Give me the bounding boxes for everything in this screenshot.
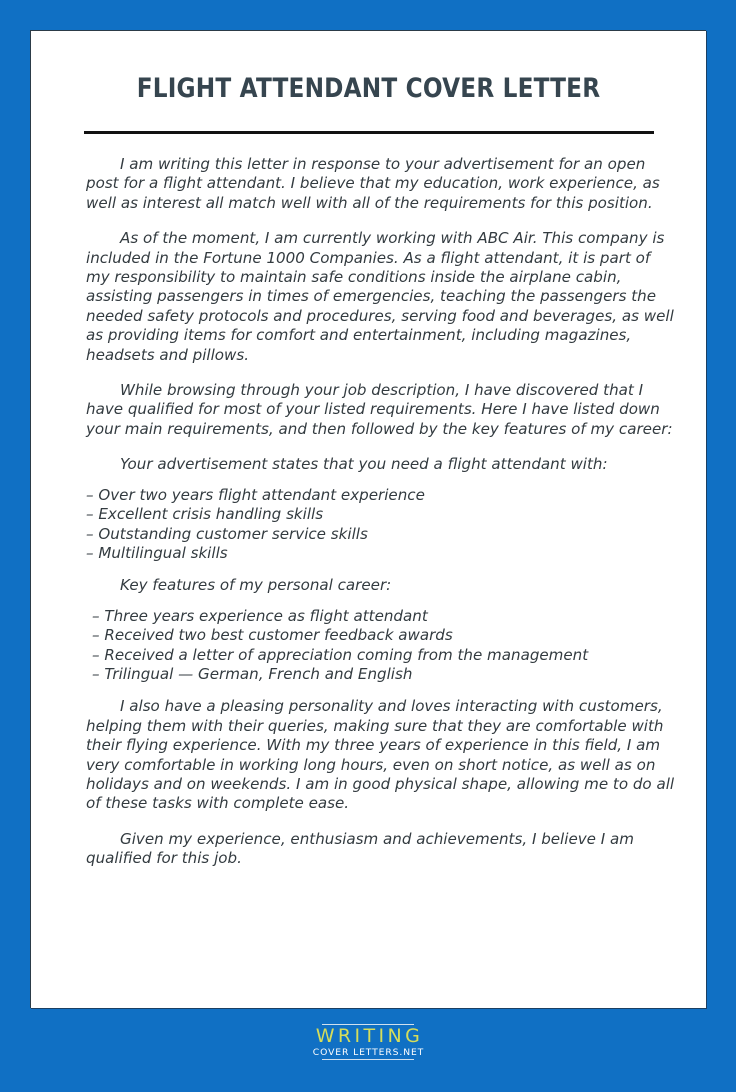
page-title: FLIGHT ATTENDANT COVER LETTER (136, 73, 601, 104)
list-item: – Received a letter of appreciation coming from the management (92, 645, 589, 664)
logo-primary-text: WRITING (315, 1025, 424, 1047)
list-item: – Excellent crisis handling skills (86, 505, 324, 524)
key-features-lead-in: Key features of my personal career: (120, 576, 392, 595)
letter-body (31, 134, 706, 869)
site-logo (0, 1024, 736, 1060)
letter-page (30, 30, 706, 1008)
requirements-lead-in: Your advertisement states that you need a flight attendant with: (120, 455, 608, 474)
list-item: – Outstanding customer service skills (86, 524, 368, 543)
list-item: – Multilingual skills (86, 543, 228, 562)
paragraph-qualifications: While browsing through your job description, I have discovered that I have qualified for most of your listed requirements. Here I have listed down your main requirements, and then followed by the key features of my career: (86, 381, 673, 438)
list-item: – Over two years flight attendant experience (86, 485, 425, 504)
paragraph-intro: I am writing this letter in response to your advertisement for an open post for a flight attendant. I believe that my education, work experience, as well as interest all match well with all of the requirements for this position. (86, 155, 660, 212)
paragraph-current-role: As of the moment, I am currently working with ABC Air. This company is included in the Fortune 1000 Companies. As a flight attendant, it is part of my responsibility to maintain safe conditions inside the airplane cabin, assisting passengers in times of emergencies, teaching the passengers the needed safety protocols and procedures, serving food and beverages, as well as providing items for comfort and entertainment, including magazines, headsets and pillows. (86, 229, 674, 364)
paragraph-closing: Given my experience, enthusiasm and achievements, I believe I am qualified for this job. (86, 829, 634, 868)
list-item: – Received two best customer feedback awards (92, 626, 453, 645)
logo-secondary-text: COVER LETTERS.NET (312, 1047, 425, 1058)
list-item: – Trilingual — German, French and English (92, 664, 413, 683)
key-features-list (86, 607, 676, 685)
requirements-list (86, 486, 676, 564)
logo-bottom-rule (322, 1059, 414, 1060)
paragraph-personality: I also have a pleasing personality and loves interacting with customers, helping them with their queries, making sure that they are comfortable with their flying experience. With my three years of experience in this field, I am very comfortable in working long hours, even on short notice, as well as on holidays and on weekends. I am in good physical shape, allowing me to do all of these tasks with complete ease. (86, 697, 675, 813)
list-item: – Three years experience as flight attendant (92, 606, 428, 625)
